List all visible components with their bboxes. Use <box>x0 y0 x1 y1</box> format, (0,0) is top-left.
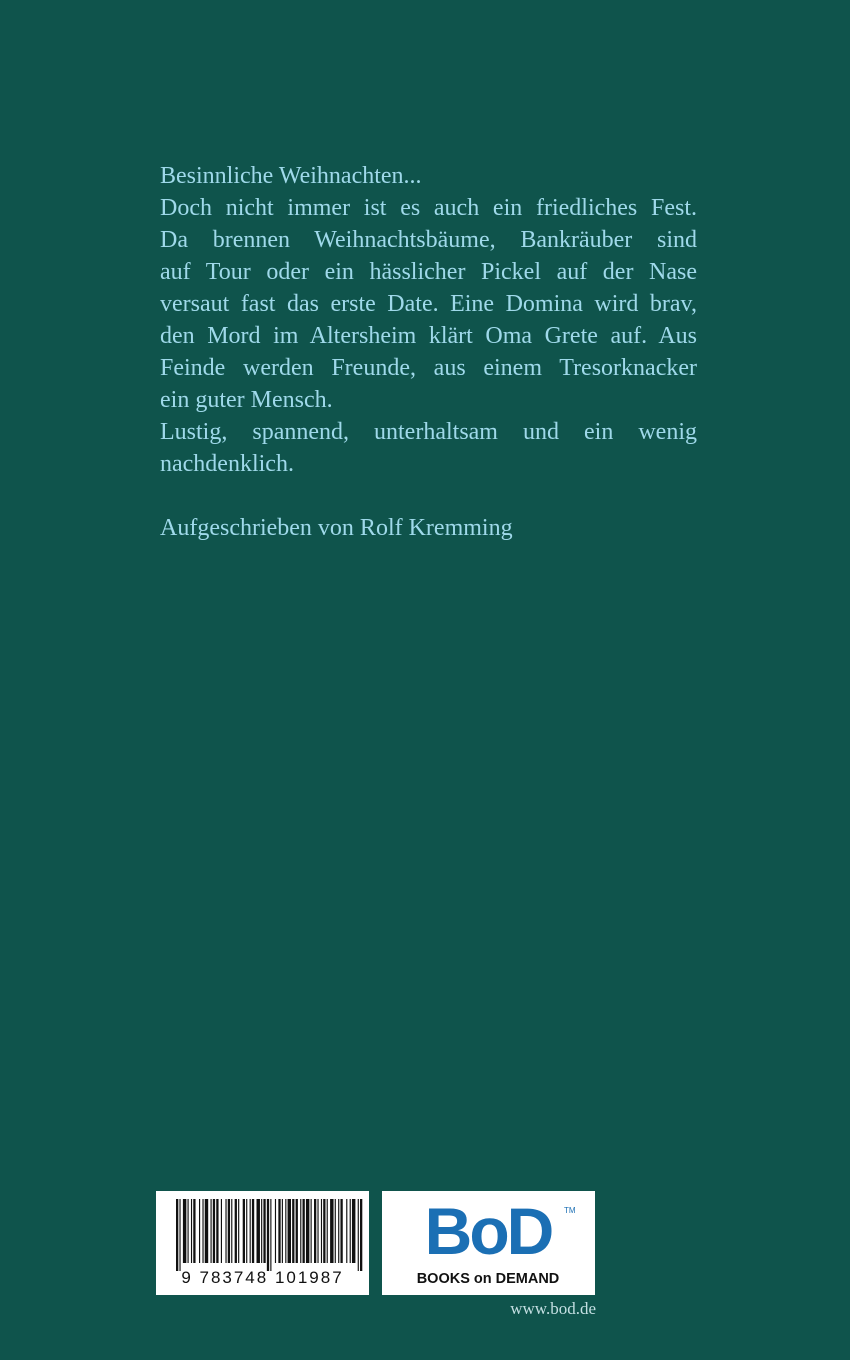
blurb-line: nachdenklich. <box>160 451 294 477</box>
blurb-line: ein guter Mensch. <box>160 387 333 413</box>
blurb-line: Doch nicht immer ist es auch ein friedliches Fest. <box>160 195 697 221</box>
blurb-text <box>160 160 697 544</box>
blurb-line: Da brennen Weihnachtsbäume, Bankräuber sind <box>160 227 697 253</box>
logo-wordmark: BoD <box>424 1194 552 1268</box>
author-credit: Aufgeschrieben von Rolf Kremming <box>160 515 513 541</box>
isbn-barcode <box>156 1191 369 1295</box>
blurb-line: Lustig, spannend, unterhaltsam und ein wenig <box>160 419 697 445</box>
isbn-number: 9 783748 101987 <box>181 1268 344 1287</box>
bod-logo-icon <box>382 1191 595 1295</box>
blurb-line: Besinnliche Weihnachten... <box>160 163 422 189</box>
publisher-logo <box>382 1191 595 1295</box>
blurb-line: versaut fast das erste Date. Eine Domina wird brav, <box>160 291 697 317</box>
trademark-mark: TM <box>564 1206 576 1215</box>
blurb-line: auf Tour oder ein hässlicher Pickel auf der Nase <box>160 259 697 285</box>
publisher-website: www.bod.de <box>510 1299 596 1318</box>
blurb-line: Feinde werden Freunde, aus einem Tresorknacker <box>160 355 697 381</box>
blurb-line: den Mord im Altersheim klärt Oma Grete auf. Aus <box>160 323 697 349</box>
logo-tagline: BOOKS on DEMAND <box>416 1271 560 1287</box>
